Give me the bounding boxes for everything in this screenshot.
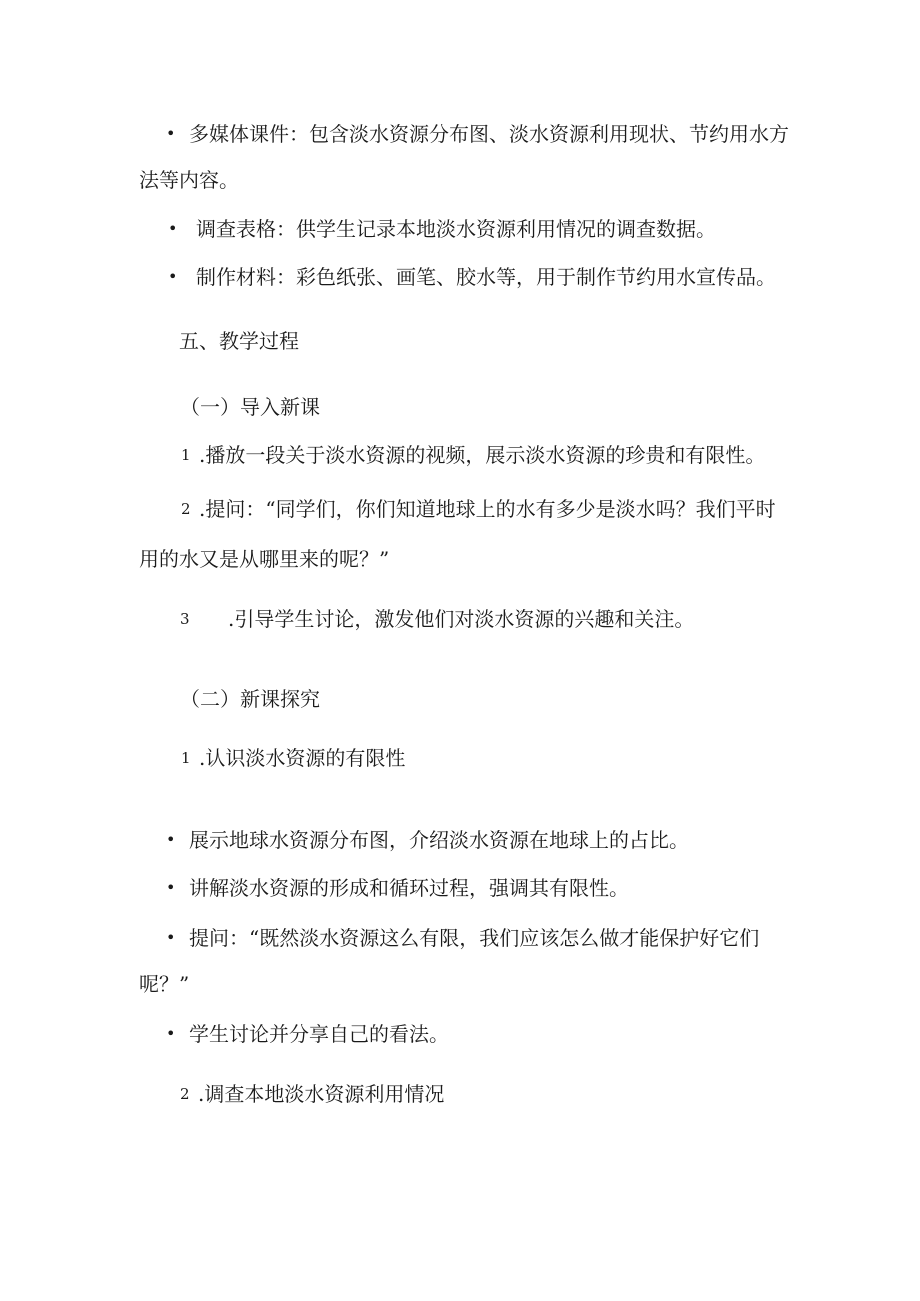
step-number: 2 bbox=[181, 500, 191, 518]
explore-bullet-4: 学生讨论并分享自己的看法。 bbox=[189, 1022, 449, 1046]
bullet-marker: • bbox=[168, 267, 178, 286]
explore-bullet-1: 展示地球水资源分布图，介绍淡水资源在地球上的占比。 bbox=[189, 828, 689, 852]
bullet-marker: • bbox=[166, 878, 176, 897]
subsection-title-explore: （二）新课探究 bbox=[180, 687, 320, 711]
material-item-3: 制作材料：彩色纸张、画笔、胶水等，用于制作节约用水宣传品。 bbox=[196, 265, 776, 289]
step-number: 3 bbox=[180, 610, 190, 628]
material-item-1-line2: 法等内容。 bbox=[139, 168, 239, 192]
bullet-marker: • bbox=[166, 1024, 176, 1043]
intro-step-2-line1: .提问：“同学们，你们知道地球上的水有多少是淡水吗？我们平时 bbox=[199, 497, 776, 521]
bullet-marker: • bbox=[166, 928, 176, 947]
bullet-marker: • bbox=[168, 219, 178, 238]
subsection-title-intro: （一）导入新课 bbox=[180, 395, 320, 419]
intro-step-3: .引导学生讨论，激发他们对淡水资源的兴趣和关注。 bbox=[228, 607, 695, 631]
material-item-1-line1: 多媒体课件：包含淡水资源分布图、淡水资源利用现状、节约用水方 bbox=[189, 122, 789, 146]
material-item-2: 调查表格：供学生记录本地淡水资源利用情况的调查数据。 bbox=[196, 217, 716, 241]
explore-step-1: .认识淡水资源的有限性 bbox=[199, 746, 406, 770]
step-number: 1 bbox=[181, 446, 191, 464]
step-number: 1 bbox=[181, 749, 191, 767]
explore-bullet-3-line1: 提问：“既然淡水资源这么有限，我们应该怎么做才能保护好它们 bbox=[189, 926, 760, 950]
bullet-marker: • bbox=[166, 830, 176, 849]
explore-step-2: .调查本地淡水资源利用情况 bbox=[198, 1082, 445, 1106]
section-title: 五、教学过程 bbox=[179, 329, 299, 353]
explore-bullet-3-line2: 呢？” bbox=[139, 972, 190, 996]
step-number: 2 bbox=[180, 1085, 190, 1103]
bullet-marker: • bbox=[166, 124, 176, 143]
explore-bullet-2: 讲解淡水资源的形成和循环过程，强调其有限性。 bbox=[189, 876, 629, 900]
intro-step-2-line2: 用的水又是从哪里来的呢？” bbox=[139, 547, 390, 571]
intro-step-1: .播放一段关于淡水资源的视频，展示淡水资源的珍贵和有限性。 bbox=[199, 443, 766, 467]
